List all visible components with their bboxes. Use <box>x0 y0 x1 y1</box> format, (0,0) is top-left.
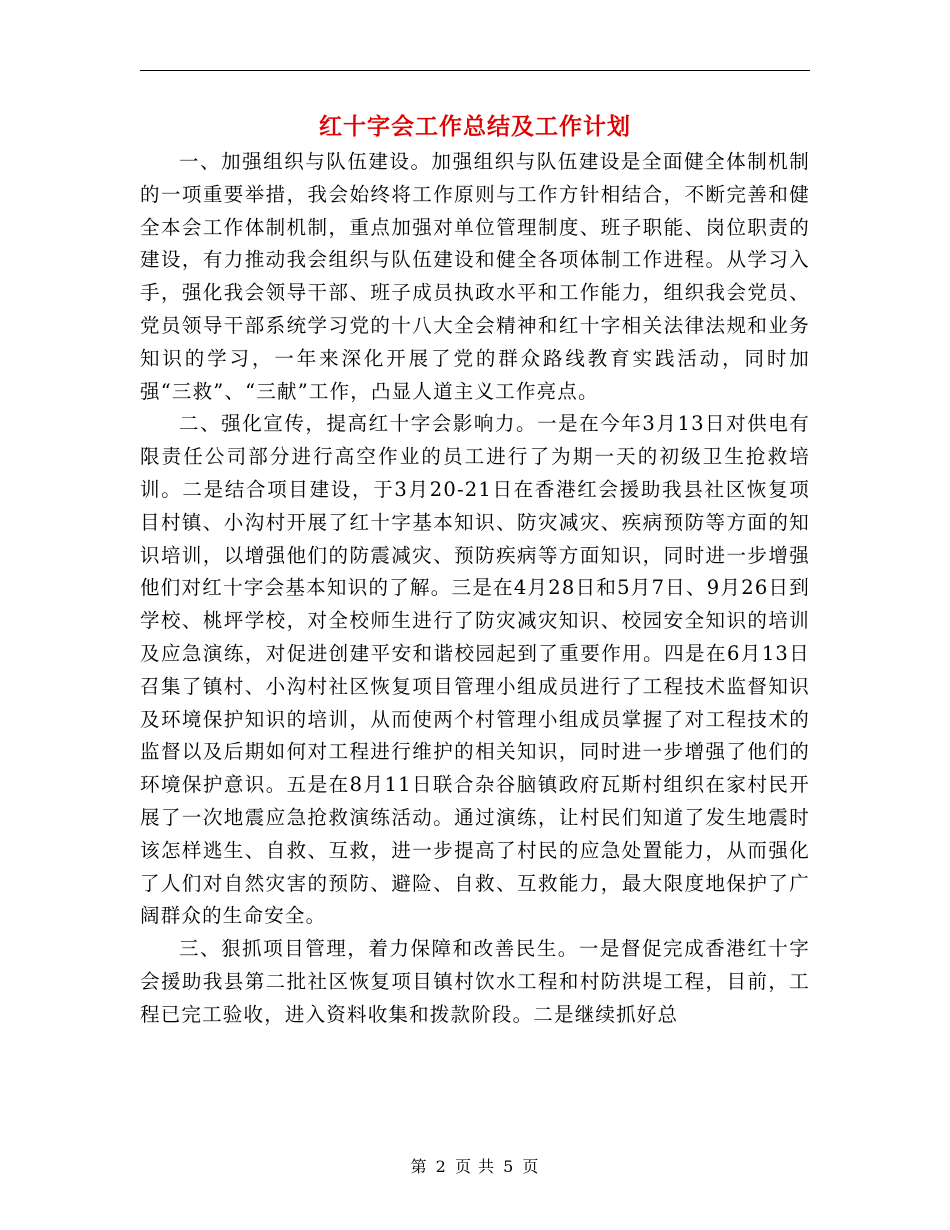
footer-middle: 页 共 <box>454 1157 496 1176</box>
document-title: 红十字会工作总结及工作计划 <box>319 113 631 140</box>
footer-suffix: 页 <box>522 1157 540 1176</box>
paragraph-3: 三、狠抓项目管理，着力保障和改善民生。一是督促完成香港红十字会援助我县第二批社区恢复项目镇村饮水工程和村防洪堤工程，目前，工程已完工验收，进入资料收集和拨款阶段。二是继续抓好总 <box>140 937 810 1026</box>
paragraph-1: 一、加强组织与队伍建设。加强组织与队伍建设是全面健全体制机制的一项重要举措，我会始终将工作原则与工作方针相结合，不断完善和健全本会工作体制机制，重点加强对单位管理制度、班子职能、岗位职责的建设，有力推动我会组织与队伍建设和健全各项体制工作进程。从学习入手，强化我会领导干部、班子成员执政水平和工作能力，组织我会党员、党员领导干部系统学习党的十八大全会精神和红十字相关法律法规和业务知识的学习，一年来深化开展了党的群众路线教育实践活动，同时加强“三救”、“三献”工作，凸显人道主义工作亮点。 <box>140 150 810 403</box>
paragraph-2: 二、强化宣传，提高红十字会影响力。一是在今年3月13日对供电有限责任公司部分进行高空作业的员工进行了为期一天的初级卫生抢救培训。二是结合项目建设，于3月20-21日在香港红会援助我县社区恢复项目村镇、小沟村开展了红十字基本知识、防灾减灾、疾病预防等方面的知识培训，以增强他们的防震减灾、预防疾病等方面知识，同时进一步增强他们对红十字会基本知识的了解。三是在4月28日和5月7日、9月26日到学校、桃坪学校，对全校师生进行了防灾减灾知识、校园安全知识的培训及应急演练，对促进创建平安和谐校园起到了重要作用。四是在6月13日召集了镇村、小沟村社区恢复项目管理小组成员进行了工程技术监督知识及环境保护知识的培训，从而使两个村管理小组成员掌握了对工程技术的监督以及后期如何对工程进行维护的相关知识，同时进一步增强了他们的环境保护意识。五是在8月11日联合杂谷脑镇政府瓦斯村组织在家村民开展了一次地震应急抢救演练活动。通过演练，让村民们知道了发生地震时该怎样逃生、自救、互救，进一步提高了村民的应急处置能力，从而强化了人们对自然灾害的预防、避险、自救、互救能力，最大限度地保护了广阔群众的生命安全。 <box>140 412 810 928</box>
page-number: 2 <box>435 1157 447 1176</box>
footer-prefix: 第 <box>410 1157 428 1176</box>
page-footer <box>0 1154 950 1177</box>
document-body <box>140 146 810 1032</box>
page-total: 5 <box>503 1157 515 1176</box>
header-rule <box>140 70 810 71</box>
